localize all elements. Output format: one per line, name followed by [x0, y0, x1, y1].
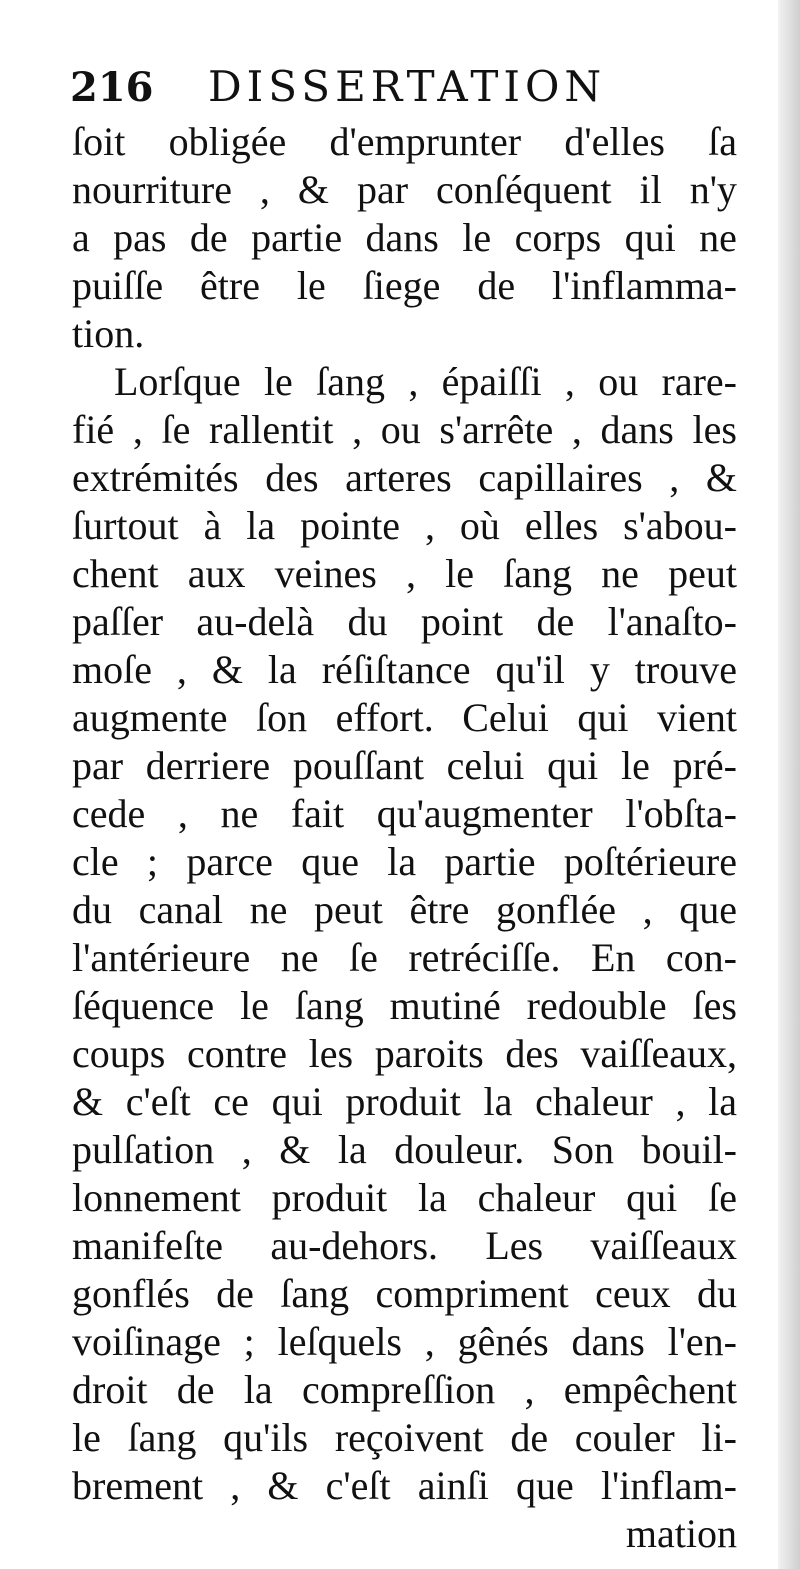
text-line: ſurtout à la pointe , où elles s'abou-	[72, 503, 737, 548]
page-gutter-shadow	[778, 0, 800, 1569]
text-line: fié , ſe rallentit , ou s'arrête , dans les	[72, 407, 737, 452]
text-line: coups contre les paroits des vaiſſeaux,	[72, 1031, 737, 1076]
body-text	[72, 118, 737, 1558]
page-header	[70, 58, 750, 118]
text-line: Lorſque le ſang , épaiſſi , ou rare-	[114, 359, 737, 404]
text-line: l'antérieure ne ſe retréciſſe. En con-	[72, 935, 737, 980]
running-title: DISSERTATION	[208, 62, 607, 111]
text-line: tion.	[72, 311, 145, 356]
text-line: ſéquence le ſang mutiné redouble ſes	[72, 983, 737, 1028]
text-line: le ſang qu'ils reçoivent de couler li-	[72, 1415, 737, 1460]
text-line: lonnement produit la chaleur qui ſe	[72, 1175, 737, 1220]
text-line: voiſinage ; leſquels , gênés dans l'en-	[72, 1319, 737, 1364]
text-line: pulſation , & la douleur. Son bouil-	[72, 1127, 737, 1172]
text-line: paſſer au-delà du point de l'anaſto-	[72, 599, 737, 644]
text-line: manifeſte au-dehors. Les vaiſſeaux	[72, 1223, 737, 1268]
text-line: cede , ne fait qu'augmenter l'obſta-	[72, 791, 737, 836]
text-line: a pas de partie dans le corps qui ne	[72, 215, 737, 260]
text-line: moſe , & la réſiſtance qu'il y trouve	[72, 647, 737, 692]
text-line: augmente ſon effort. Celui qui vient	[72, 695, 737, 740]
catchword: mation	[625, 1511, 737, 1556]
text-line: & c'eſt ce qui produit la chaleur , la	[72, 1079, 737, 1124]
text-line: nourriture , & par conſéquent il n'y	[72, 167, 737, 212]
text-line: puiſſe être le ſiege de l'inflamma-	[72, 263, 737, 308]
text-line: droit de la compreſſion , empêchent	[72, 1367, 737, 1412]
text-line: chent aux veines , le ſang ne peut	[72, 551, 737, 596]
text-line: brement , & c'eſt ainſi que l'inflam-	[72, 1463, 737, 1508]
text-line: extrémités des arteres capillaires , &	[72, 455, 737, 500]
text-line: cle ; parce que la partie poſtérieure	[72, 839, 737, 884]
text-line: du canal ne peut être gonflée , que	[72, 887, 737, 932]
text-line: gonflés de ſang compriment ceux du	[72, 1271, 737, 1316]
page-number: 216	[70, 64, 154, 111]
text-line: par derriere pouſſant celui qui le pré-	[72, 743, 737, 788]
text-line: ſoit obligée d'emprunter d'elles ſa	[72, 119, 737, 164]
